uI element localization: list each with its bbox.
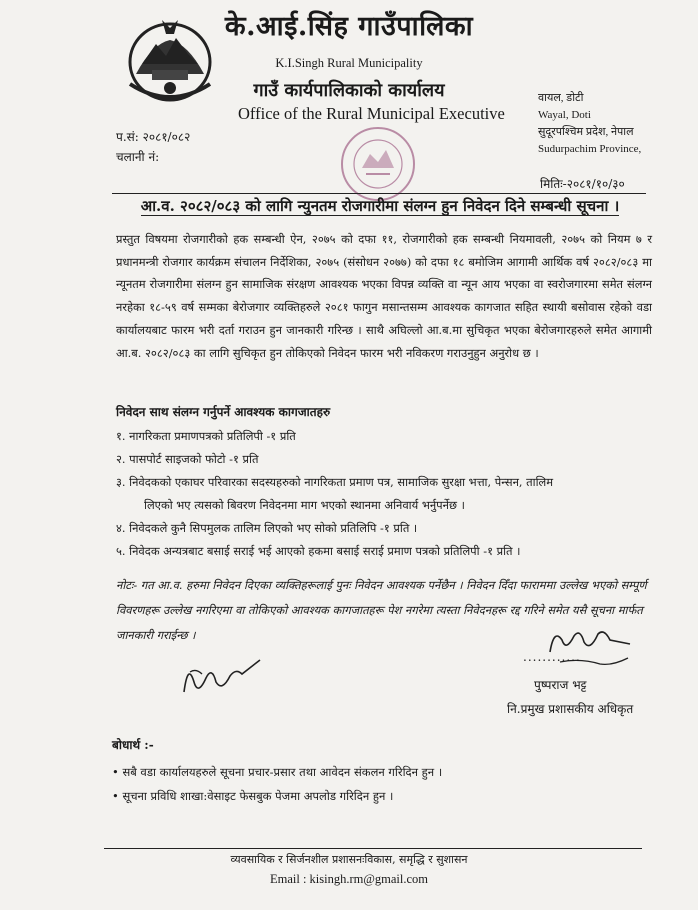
- footer-divider: [104, 848, 642, 849]
- signatory-title: नि.प्रमुख प्रशासकीय अधिकृत: [507, 702, 634, 716]
- list-item: २. पासपोर्ट साइजको फोटो -१ प्रति: [116, 452, 259, 466]
- notice-subject: [0, 196, 698, 216]
- municipality-title-english: K.I.Singh Rural Municipality: [275, 56, 423, 70]
- divider-line: [112, 193, 646, 194]
- subject-text: आ.व. २०८२/०८३ को लागि न्युनतम रोजगारीमा संलग्न हुन निवेदन दिने सम्बन्धी सूचना ।: [140, 197, 620, 215]
- list-item-continuation: लिएको भए त्यसको बिवरण निवेदनमा माग भएको स्थानमा अनिवार्य भर्नुपर्नेछ ।: [144, 498, 465, 512]
- cc-item: • सूचना प्रविधि शाखा:वेसाइट फेसबुक पेजमा अपलोड गरिदिन हुन ।: [112, 789, 394, 803]
- notice-date: मितिः-२०८१/१०/३०: [540, 177, 625, 191]
- signatory-name: पुष्पराज भट्ट: [534, 678, 587, 692]
- cc-item: • सबै वडा कार्यालयहरुले सूचना प्रचार-प्रसार तथा आवेदन संकलन गरिदिन हुन ।: [112, 765, 443, 779]
- list-item: १. नागरिकता प्रमाणपत्रको प्रतिलिपी -१ प्रति: [116, 429, 296, 443]
- dispatch-number: चलानी नं:: [116, 150, 160, 164]
- documents-list: [116, 425, 656, 563]
- office-title-nepali: गाउँ कार्यपालिकाको कार्यालय: [253, 80, 445, 101]
- signature-dots: ............: [523, 650, 581, 664]
- office-stamp-seal: [336, 124, 420, 204]
- documents-heading: निवेदन साथ संलग्न गर्नुपर्ने आवश्यक कागजातहरु: [116, 405, 331, 419]
- notice-note: नोटः- गत आ.व. हरुमा निवेदन दिएका व्यक्तिहरूलाई पुनः निवेदन आवश्यक पर्नेछैन । निवेदन दिँदा फाराममा उल्लेख भएको सम्पूर्ण विवरणहरू उल्लेख नगरिएमा वा तोकिएको आवश्यक कागजातहरू पेश नगरेमा त्यस्ता निवेदनहरू रद्द गरिने समेत यसै सूचना मार्फत जानकारी गराईन्छ ।: [116, 578, 647, 642]
- reference-number: प.सं: २०८१/०८२: [116, 130, 191, 144]
- footer-motto: व्यवसायिक र सिर्जनशील प्रशासनःविकास, समृद्धि र सुशासन: [230, 853, 468, 866]
- notice-body: प्रस्तुत विषयमा रोजगारीको हक सम्बन्धी ऐन, २०७५ को दफा ११, रोजगारीको हक सम्बन्धी नियमावली, २०७५ को नियम ७ र प्रधानमन्त्री रोजगार कार्यक्रम संचालन निर्देशिका, २०७५ (संसोधन २०७७) को दफा १८ बमोजिम आगामी आर्थिक वर्ष २०८२/०८३ मा न्यूनतम रोजगारीमा संलग्न हुन सामाजिक संरक्षण आवश्यक भएका विपन्न व्यक्ति वा न्यून आय भएका वा स्वरोजगारमा समेत संलग्न नरहेका १८-५९ वर्ष सम्मका बेरोजगार व्यक्तिहरुले २०८१ फागुन मसान्तसम्म आवश्यक कागजात सहित स्थायी बसोवास रहेको वडा कार्यालयबाट फारम भरी दर्ता गराउन हुन जानकारी गरिन्छ । साथै अघिल्लो आ.ब.मा सुचिकृत भएका बेरोजगारहरुले समेत आगामी आ.ब. २०८२/०८३ का लागि सुचिकृत हुन तोकिएको निवेदन फारम भरी नविकरण गराउनुहुन अनुरोध छ ।: [116, 232, 652, 360]
- municipality-title-nepali: के.आई.सिंह गाउँपालिका: [224, 11, 474, 42]
- address-line: सुदूरपश्चिम प्रदेश, नेपाल: [538, 126, 634, 138]
- address-line: Wayal, Doti: [538, 109, 591, 121]
- office-title-english: Office of the Rural Municipal Executive: [238, 104, 505, 123]
- list-item: ३. निवेदकको एकाघर परिवारका सदस्यहरुको नागरिकता प्रमाण पत्र, सामाजिक सुरक्षा भत्ता, पेन्सन, तालिम: [116, 475, 554, 489]
- reference-block: [116, 127, 190, 167]
- address-block: [538, 90, 641, 158]
- signature-left: [176, 652, 264, 700]
- address-line: Sudurpachim Province,: [538, 143, 642, 155]
- cc-list: [112, 760, 442, 808]
- address-line: वायल, डोटी: [538, 92, 584, 104]
- footer-email: Email : kisingh.rm@gmail.com: [269, 872, 429, 886]
- list-item: ४. निवेदकले कुनै सिपमुलक तालिम लिएको भए सोको प्रतिलिपि -१ प्रति ।: [116, 521, 418, 535]
- cc-heading: बोधार्थ :-: [112, 738, 154, 752]
- list-item: ५. निवेदक अन्यत्रबाट बसाई सराई भई आएको हकमा बसाई सराई प्रमाण पत्रको प्रतिलिपी -१ प्रति ।: [116, 544, 521, 558]
